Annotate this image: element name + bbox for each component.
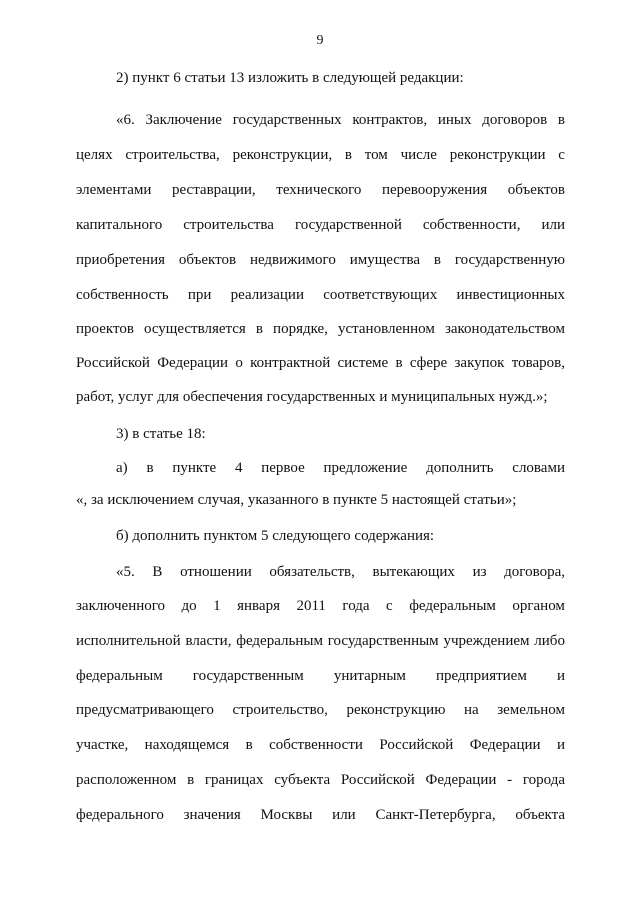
text-line: расположенном в границах субъекта Российской Федерации - города [76, 772, 565, 788]
text-line: 3) в статье 18: [116, 426, 206, 442]
text-line: проектов осуществляется в порядке, установленном законодательством [76, 321, 565, 337]
text-line: работ, услуг для обеспечения государственных и муниципальных нужд.»; [76, 389, 548, 405]
text-line: приобретения объектов недвижимого имущества в государственную [76, 252, 565, 268]
text-line: собственность при реализации соответствующих инвестиционных [76, 287, 565, 303]
text-line: предусматривающего строительство, реконструкцию на земельном [76, 702, 565, 718]
text-line: б) дополнить пунктом 5 следующего содержания: [116, 528, 435, 544]
text-line: федерального значения Москвы или Санкт-Петербурга, объекта [76, 807, 565, 823]
page-number: 9 [316, 33, 324, 48]
text-line: федеральным государственным унитарным предприятием и [76, 668, 565, 684]
text-line: целях строительства, реконструкции, в том числе реконструкции с [76, 147, 565, 163]
text-line: «6. Заключение государственных контрактов, иных договоров в [116, 112, 565, 128]
text-line: Российской Федерации о контрактной системе в сфере закупок товаров, [76, 355, 565, 371]
text-line: элементами реставрации, технического перевооружения объектов [76, 182, 565, 198]
text-line: капитального строительства государственной собственности, или [76, 217, 565, 233]
text-line: заключенного до 1 января 2011 года с федеральным органом [76, 598, 565, 614]
text-line: 2) пункт 6 статьи 13 изложить в следующей редакции: [116, 70, 464, 86]
text-line: «5. В отношении обязательств, вытекающих из договора, [116, 564, 565, 580]
text-line: участке, находящемся в собственности Российской Федерации и [76, 737, 565, 753]
text-line: а) в пункте 4 первое предложение дополнить словами [116, 460, 565, 476]
text-line: «, за исключением случая, указанного в пункте 5 настоящей статьи»; [76, 492, 517, 508]
text-line: исполнительной власти, федеральным государственным учреждением либо [76, 633, 565, 649]
